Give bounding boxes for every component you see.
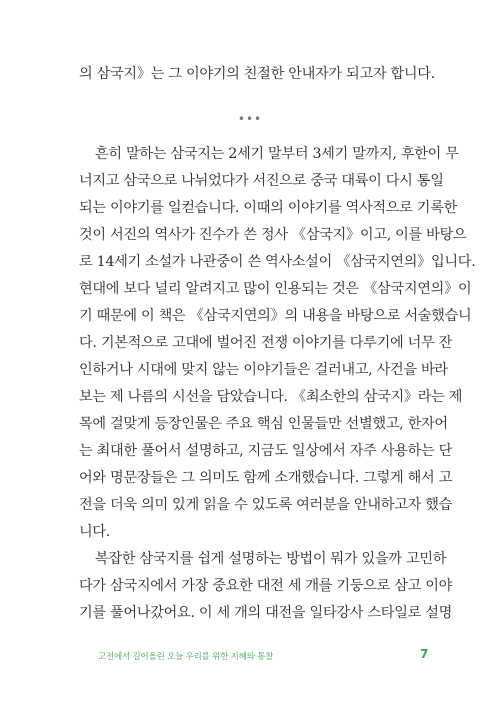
body-text-line: 너지고 삼국으로 나뉘었다가 서진으로 중국 대륙이 다시 통일 — [79, 173, 444, 189]
section-separator: ••• — [237, 112, 263, 126]
body-text-line: 다. 기본적으로 고대에 벌어진 전쟁 이야기를 다루기에 너무 잔 — [79, 335, 453, 351]
body-text-line: 복잡한 삼국지를 쉽게 설명하는 방법이 뭐가 있을까 고민하 — [95, 551, 447, 567]
body-text-line: 되는 이야기를 일컫습니다. 이때의 이야기를 역사적으로 기록한 — [79, 200, 458, 216]
body-text-line: 어와 명문장들은 그 의미도 함께 소개했습니다. 그렇게 해서 고 — [79, 470, 453, 486]
body-text-line: 목에 걸맞게 등장인물은 주요 핵심 인물들만 선별했고, 한자어 — [79, 416, 448, 432]
body-text-line: 니다. — [79, 524, 111, 540]
page-number: 7 — [420, 647, 429, 661]
body-text-line: 로 14세기 소설가 나관중이 쓴 역사소설이 《삼국지연의》입니다. — [79, 254, 476, 270]
body-text-line: 다가 삼국지에서 가장 중요한 대전 세 개를 기둥으로 삼고 이야 — [79, 578, 453, 594]
body-text-line: 인하거나 시대에 맞지 않는 이야기들은 걸러내고, 사건을 바라 — [79, 362, 448, 378]
body-text-line: 현대에 보다 널리 알려지고 많이 인용되는 것은 《삼국지연의》이 — [79, 281, 472, 297]
body-text-line: 흔히 말하는 삼국지는 2세기 말부터 3세기 말까지, 후한이 무 — [95, 146, 459, 162]
body-text-line: 는 최대한 풀어서 설명하고, 지금도 일상에서 자주 사용하는 단 — [79, 443, 453, 459]
body-text-line: 것이 서진의 역사가 진수가 쓴 정사 《삼국지》이고, 이를 바탕으 — [79, 227, 467, 243]
running-title: 고전에서 길어올린 오늘 우리를 위한 지혜와 통찰 — [98, 652, 274, 662]
body-text-line: 보는 제 나름의 시선을 담았습니다. 《최소한의 삼국지》라는 제 — [79, 389, 463, 405]
body-text-line: 전을 더욱 의미 있게 읽을 수 있도록 여러분을 안내하고자 했습 — [79, 497, 453, 513]
body-text-line: 기를 풀어나갔어요. 이 세 개의 대전을 일타강사 스타일로 설명 — [79, 605, 453, 621]
continued-text-line: 의 삼국지》는 그 이야기의 친절한 안내자가 되고자 합니다. — [79, 66, 435, 82]
body-text-line: 기 때문에 이 책은 《삼국지연의》의 내용을 바탕으로 서술했습니 — [79, 308, 472, 324]
